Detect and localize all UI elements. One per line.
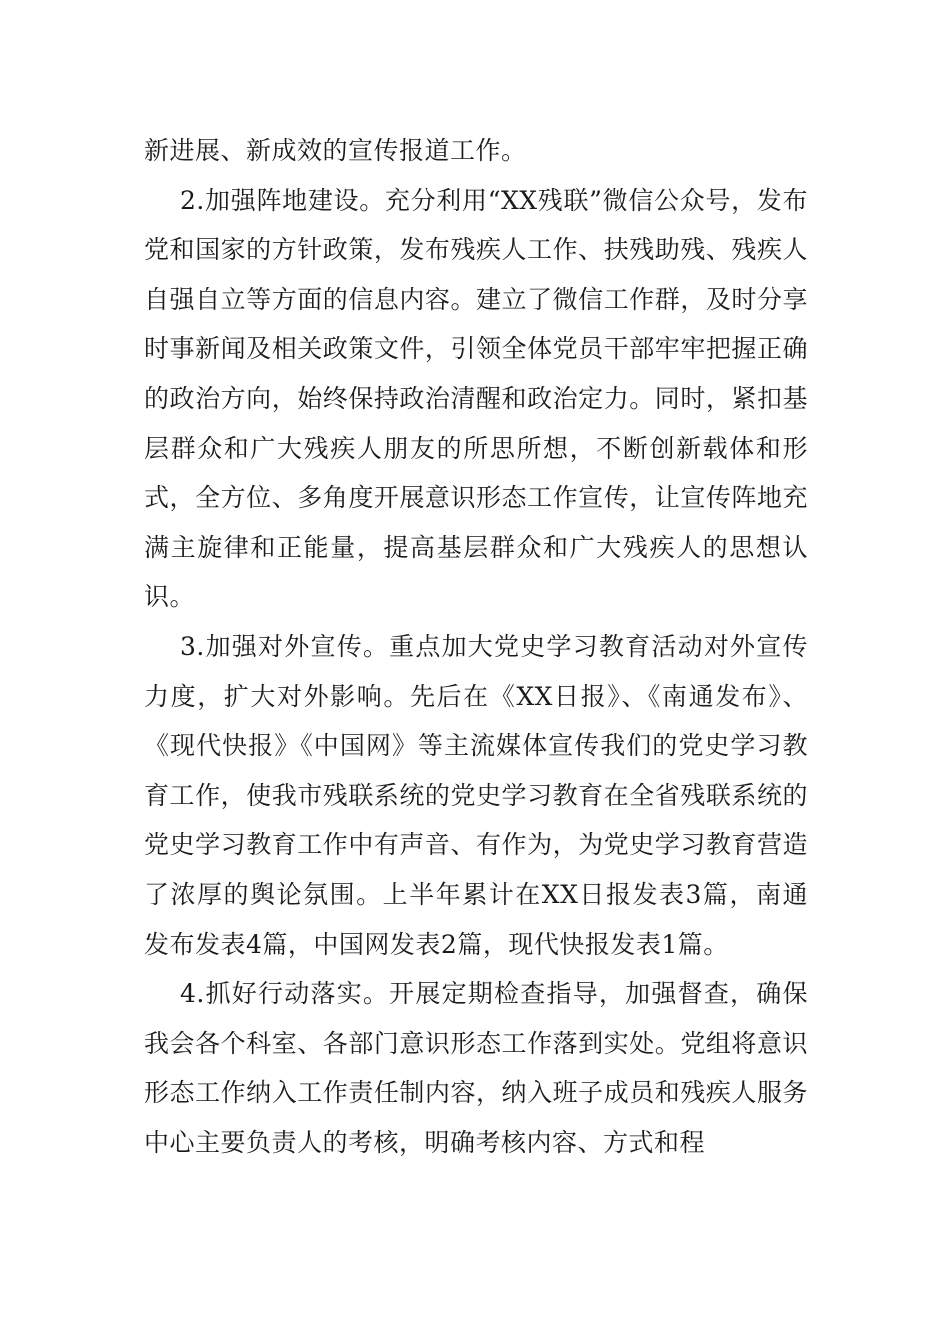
paragraph-continuation: 新进展、新成效的宣传报道工作。 [144,136,527,165]
paragraph-action-implementation: 4.抓好行动落实。开展定期检查指导，加强督查，确保我会各个科室、各部门意识形态工作落到实处。党组将意识形态工作纳入工作责任制内容，纳入班子成员和残疾人服务中心主要负责人的考核，明确考核内容、方式和程 [144,979,808,1157]
paragraph-position-building: 2.加强阵地建设。充分利用“XX残联”微信公众号，发布党和国家的方针政策，发布残疾人工作、扶残助残、残疾人自强自立等方面的信息内容。建立了微信工作群，及时分享时事新闻及相关政策文件，引领全体党员干部牢牢把握正确的政治方向，始终保持政治清醒和政治定力。同时，紧扣基层群众和广大残疾人朋友的所思所想，不断创新载体和形式，全方位、多角度开展意识形态工作宣传，让宣传阵地充满主旋律和正能量，提高基层群众和广大残疾人的思想认识。 [144,185,808,612]
document-body [144,126,808,1167]
paragraph-external-publicity: 3.加强对外宣传。重点加大党史学习教育活动对外宣传力度，扩大对外影响。先后在《XX日报》、《南通发布》、《现代快报》《中国网》等主流媒体宣传我们的党史学习教育工作，使我市残联系统的党史学习教育在全省残联系统的党史学习教育工作中有声音、有作为，为党史学习教育营造了浓厚的舆论氛围。上半年累计在XX日报发表3篇，南通发布发表4篇，中国网发表2篇，现代快报发表1篇。 [144,631,808,959]
